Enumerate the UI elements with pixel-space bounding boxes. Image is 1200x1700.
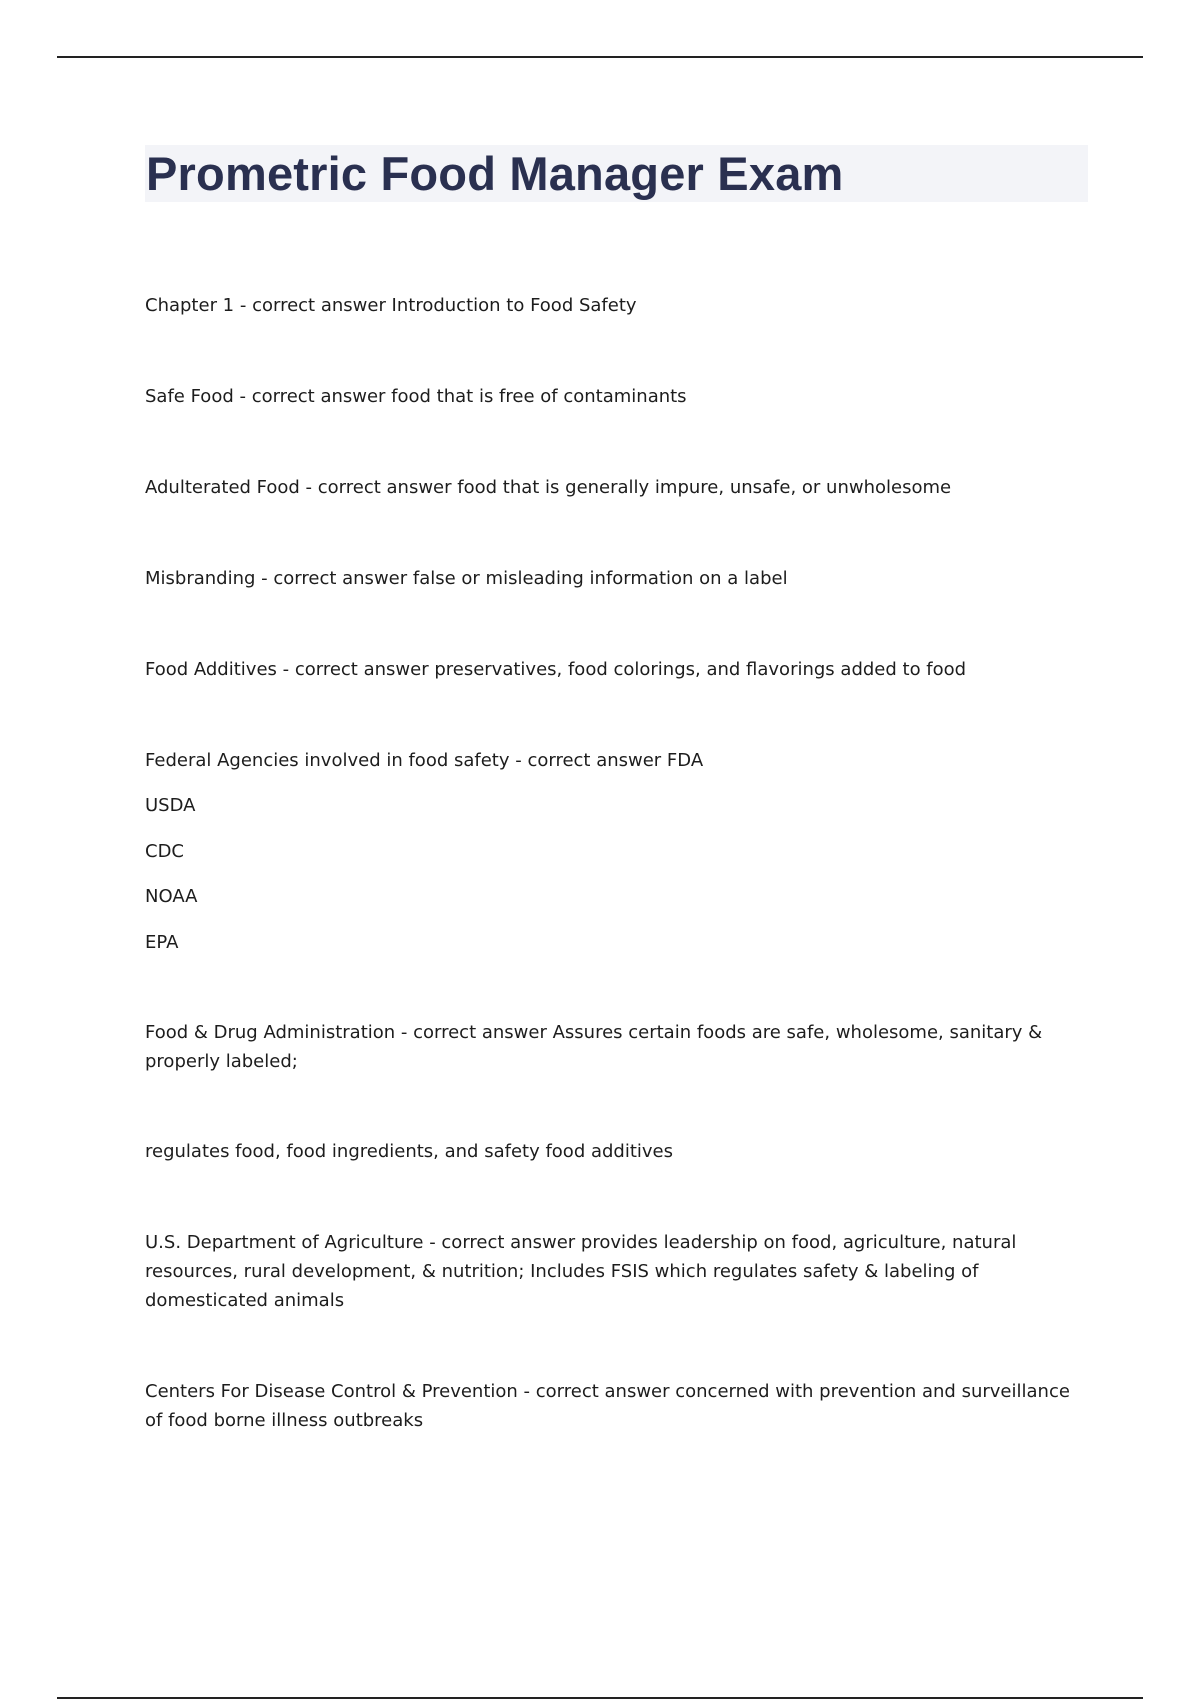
entry-safe-food: Safe Food - correct answer food that is free of contaminants <box>145 386 687 407</box>
entry-federal-agencies: Federal Agencies involved in food safety - correct answer FDA <box>145 750 704 771</box>
entry-cdc: CDC <box>145 841 184 862</box>
entry-adulterated-food: Adulterated Food - correct answer food that is generally impure, unsafe, or unwholesome <box>145 477 952 498</box>
entry-misbranding: Misbranding - correct answer false or misleading information on a label <box>145 568 788 589</box>
entry-chapter-1: Chapter 1 - correct answer Introduction to Food Safety <box>145 295 637 316</box>
entry-cdc-centers: Centers For Disease Control & Prevention - correct answer concerned with prevention and surveillance of food borne illness outbreaks <box>145 1381 1070 1431</box>
entry-usda-department: U.S. Department of Agriculture - correct answer provides leadership on food, agriculture, natural resources, rural development, & nutrition; Includes FSIS which regulates safety & labeling of domesticated animals <box>145 1232 1017 1311</box>
entry-food-additives: Food Additives - correct answer preservatives, food colorings, and flavorings added to food <box>145 659 967 680</box>
entry-fda: Food & Drug Administration - correct answer Assures certain foods are safe, wholesome, sanitary & properly labeled; <box>145 1022 1043 1072</box>
page-title: Prometric Food Manager Exam <box>146 147 844 200</box>
entry-noaa: NOAA <box>145 886 198 907</box>
entry-epa: EPA <box>145 932 179 953</box>
entry-usda: USDA <box>145 795 196 816</box>
bottom-rule <box>57 1697 1143 1699</box>
entry-fda-regulates: regulates food, food ingredients, and safety food additives <box>145 1141 674 1162</box>
top-rule <box>57 56 1143 58</box>
